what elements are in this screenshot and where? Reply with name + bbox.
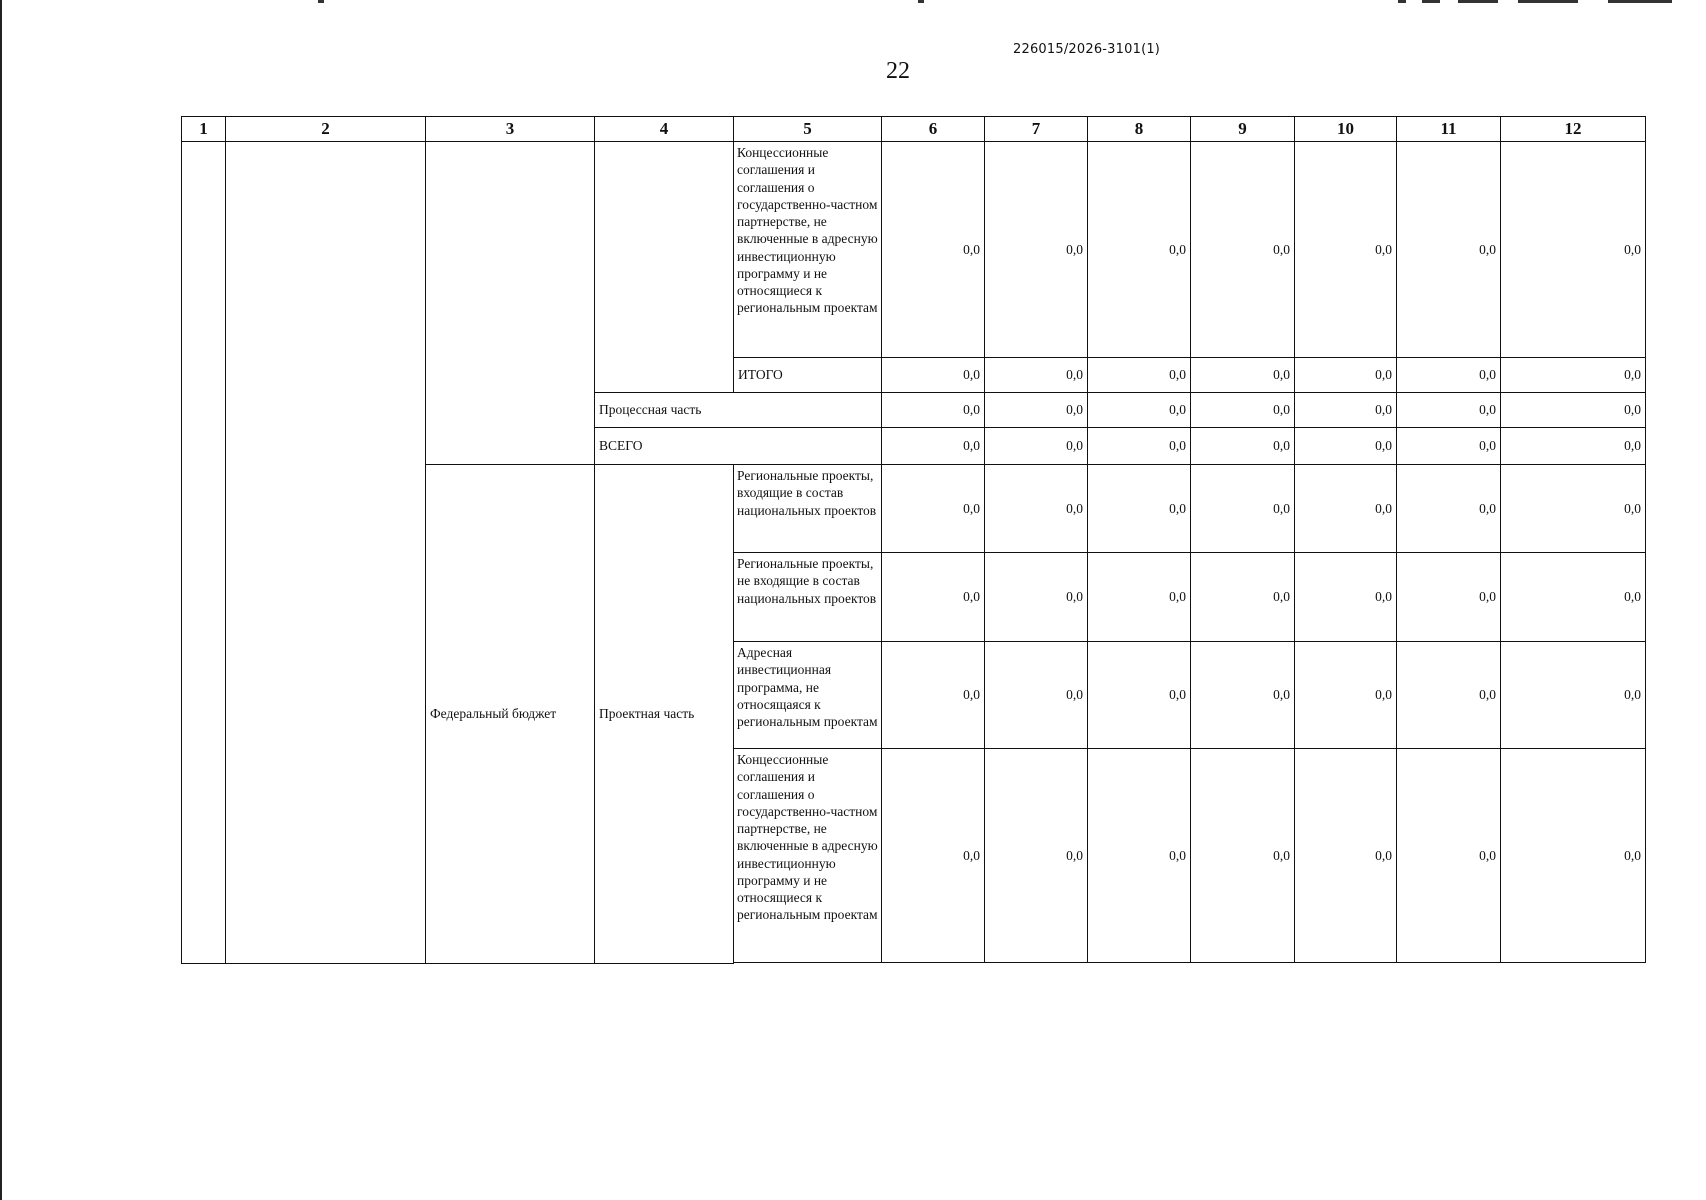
value-cell: 0,0 xyxy=(882,553,985,642)
value-cell: 0,0 xyxy=(985,358,1088,393)
value-cell: 0,0 xyxy=(985,749,1088,963)
value-cell: 0,0 xyxy=(1501,749,1646,963)
column-number: 8 xyxy=(1088,117,1191,142)
value-cell: 0,0 xyxy=(985,142,1088,358)
value-cell: 0,0 xyxy=(1295,642,1397,749)
value-cell: 0,0 xyxy=(1397,428,1501,465)
value-cell: 0,0 xyxy=(882,642,985,749)
column-number: 7 xyxy=(985,117,1088,142)
value-cell: 0,0 xyxy=(985,393,1088,428)
cell-col3 xyxy=(426,142,595,465)
value-cell: 0,0 xyxy=(1295,749,1397,963)
value-cell: 0,0 xyxy=(1501,393,1646,428)
column-number: 3 xyxy=(426,117,595,142)
row-label-total: ИТОГО xyxy=(734,358,882,393)
column-number: 11 xyxy=(1397,117,1501,142)
row-label: Концессионные соглашения и соглашения о государственно-частном партнерстве, не включенные в адресную инвестиционную программу и не относящиеся к региональным проектам xyxy=(734,749,882,963)
value-cell: 0,0 xyxy=(985,428,1088,465)
value-cell: 0,0 xyxy=(882,142,985,358)
value-cell: 0,0 xyxy=(1397,749,1501,963)
value-cell: 0,0 xyxy=(1397,393,1501,428)
table-row xyxy=(182,142,1646,358)
process-part-label: Процессная часть xyxy=(595,393,882,428)
funding-source: Федеральный бюджет xyxy=(426,465,595,964)
page-left-edge xyxy=(0,0,2,1200)
cell-col2 xyxy=(226,142,426,964)
value-cell: 0,0 xyxy=(1397,465,1501,553)
column-number-row xyxy=(182,117,1646,142)
value-cell: 0,0 xyxy=(882,465,985,553)
value-cell: 0,0 xyxy=(1295,142,1397,358)
value-cell: 0,0 xyxy=(1397,142,1501,358)
column-number: 9 xyxy=(1191,117,1295,142)
column-number: 1 xyxy=(182,117,226,142)
value-cell: 0,0 xyxy=(1295,465,1397,553)
value-cell: 0,0 xyxy=(1088,465,1191,553)
document-number: 226015/2026-3101(1) xyxy=(1013,42,1161,57)
value-cell: 0,0 xyxy=(1397,358,1501,393)
column-number: 12 xyxy=(1501,117,1646,142)
column-number: 5 xyxy=(734,117,882,142)
scan-marks xyxy=(1398,0,1678,4)
value-cell: 0,0 xyxy=(882,749,985,963)
value-cell: 0,0 xyxy=(882,393,985,428)
value-cell: 0,0 xyxy=(1088,642,1191,749)
budget-table xyxy=(181,116,1646,964)
column-number: 10 xyxy=(1295,117,1397,142)
value-cell: 0,0 xyxy=(1501,142,1646,358)
value-cell: 0,0 xyxy=(1191,142,1295,358)
project-part-label: Проектная часть xyxy=(595,465,734,964)
value-cell: 0,0 xyxy=(1088,142,1191,358)
value-cell: 0,0 xyxy=(1191,358,1295,393)
value-cell: 0,0 xyxy=(1191,642,1295,749)
row-label: Адресная инвестиционная программа, не относящаяся к региональным проектам xyxy=(734,642,882,749)
value-cell: 0,0 xyxy=(1295,553,1397,642)
value-cell: 0,0 xyxy=(1191,465,1295,553)
value-cell: 0,0 xyxy=(1191,749,1295,963)
spacer-cell xyxy=(734,963,882,964)
value-cell: 0,0 xyxy=(985,465,1088,553)
value-cell: 0,0 xyxy=(1501,358,1646,393)
spacer-cell xyxy=(882,963,1646,964)
cell-col4 xyxy=(595,142,734,393)
value-cell: 0,0 xyxy=(1501,553,1646,642)
value-cell: 0,0 xyxy=(985,553,1088,642)
value-cell: 0,0 xyxy=(1295,358,1397,393)
column-number: 6 xyxy=(882,117,985,142)
value-cell: 0,0 xyxy=(1088,553,1191,642)
cell-col1 xyxy=(182,142,226,964)
value-cell: 0,0 xyxy=(1191,428,1295,465)
value-cell: 0,0 xyxy=(1397,553,1501,642)
value-cell: 0,0 xyxy=(882,428,985,465)
page-number: 22 xyxy=(886,58,910,84)
value-cell: 0,0 xyxy=(1191,553,1295,642)
value-cell: 0,0 xyxy=(1295,428,1397,465)
column-number: 2 xyxy=(226,117,426,142)
value-cell: 0,0 xyxy=(1295,393,1397,428)
value-cell: 0,0 xyxy=(1501,642,1646,749)
grand-total-label: ВСЕГО xyxy=(595,428,882,465)
value-cell: 0,0 xyxy=(1088,358,1191,393)
value-cell: 0,0 xyxy=(1397,642,1501,749)
value-cell: 0,0 xyxy=(1501,428,1646,465)
value-cell: 0,0 xyxy=(1088,428,1191,465)
value-cell: 0,0 xyxy=(1088,749,1191,963)
value-cell: 0,0 xyxy=(1501,465,1646,553)
value-cell: 0,0 xyxy=(1191,393,1295,428)
value-cell: 0,0 xyxy=(1088,393,1191,428)
row-label: Региональные проекты, не входящие в состав национальных проектов xyxy=(734,553,882,642)
row-label: Концессионные соглашения и соглашения о государственно-частном партнерстве, не включенные в адресную инвестиционную программу и не относящиеся к региональным проектам xyxy=(734,142,882,358)
value-cell: 0,0 xyxy=(882,358,985,393)
row-label: Региональные проекты, входящие в состав национальных проектов xyxy=(734,465,882,553)
value-cell: 0,0 xyxy=(985,642,1088,749)
column-number: 4 xyxy=(595,117,734,142)
